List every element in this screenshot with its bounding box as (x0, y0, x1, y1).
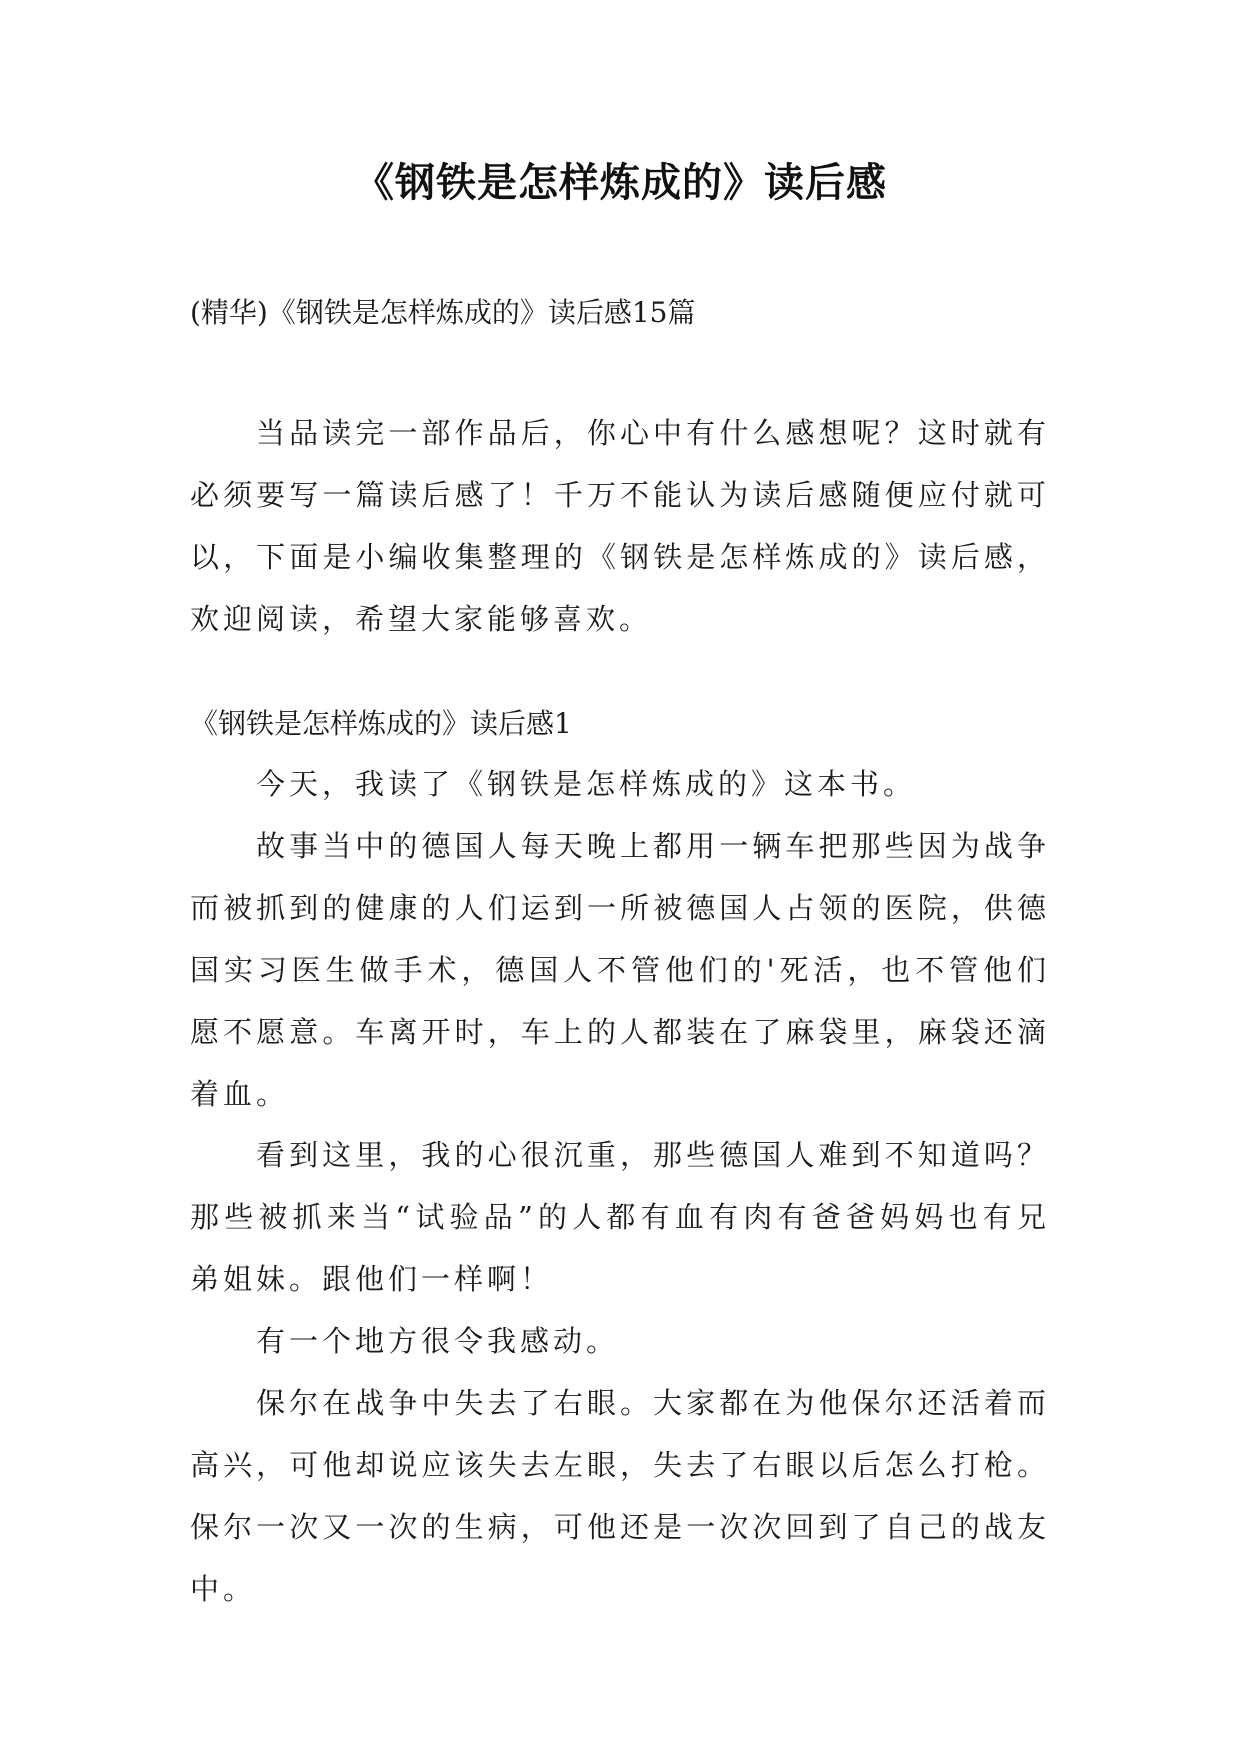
document-title: 《钢铁是怎样炼成的》读后感 (354, 160, 887, 206)
section-heading: 《钢铁是怎样炼成的》读后感1 (190, 707, 572, 740)
document-subtitle: (精华)《钢铁是怎样炼成的》读后感15篇 (190, 296, 696, 329)
intro-paragraph: 当品读完一部作品后，你心中有什么感想呢？这时就有必须要写一篇读后感了！千万不能认为读后感随便应付就可以，下面是小编收集整理的《钢铁是怎样炼成的》读后感，欢迎阅读，希望大家能够喜欢。 (190, 416, 1050, 636)
body-paragraph: 故事当中的德国人每天晚上都用一辆车把那些因为战争而被抓到的健康的人们运到一所被德国人占领的医院，供德国实习医生做手术，德国人不管他们的'死活，也不管他们愿不愿意。车离开时，车上的人都装在了麻袋里，麻袋还滴着血。 (190, 829, 1050, 1111)
body-paragraph: 有一个地方很令我感动。 (256, 1324, 620, 1358)
body-paragraph: 看到这里，我的心很沉重，那些德国人难到不知道吗？那些被抓来当“试验品”的人都有血有肉有爸爸妈妈也有兄弟姐妹。跟他们一样啊！ (190, 1138, 1050, 1296)
body-paragraph: 保尔在战争中失去了右眼。大家都在为他保尔还活着而高兴，可他却说应该失去左眼，失去了右眼以后怎么打枪。保尔一次又一次的生病，可他还是一次次回到了自己的战友中。 (190, 1386, 1050, 1606)
body-paragraph: 今天，我读了《钢铁是怎样炼成的》这本书。 (256, 767, 917, 801)
